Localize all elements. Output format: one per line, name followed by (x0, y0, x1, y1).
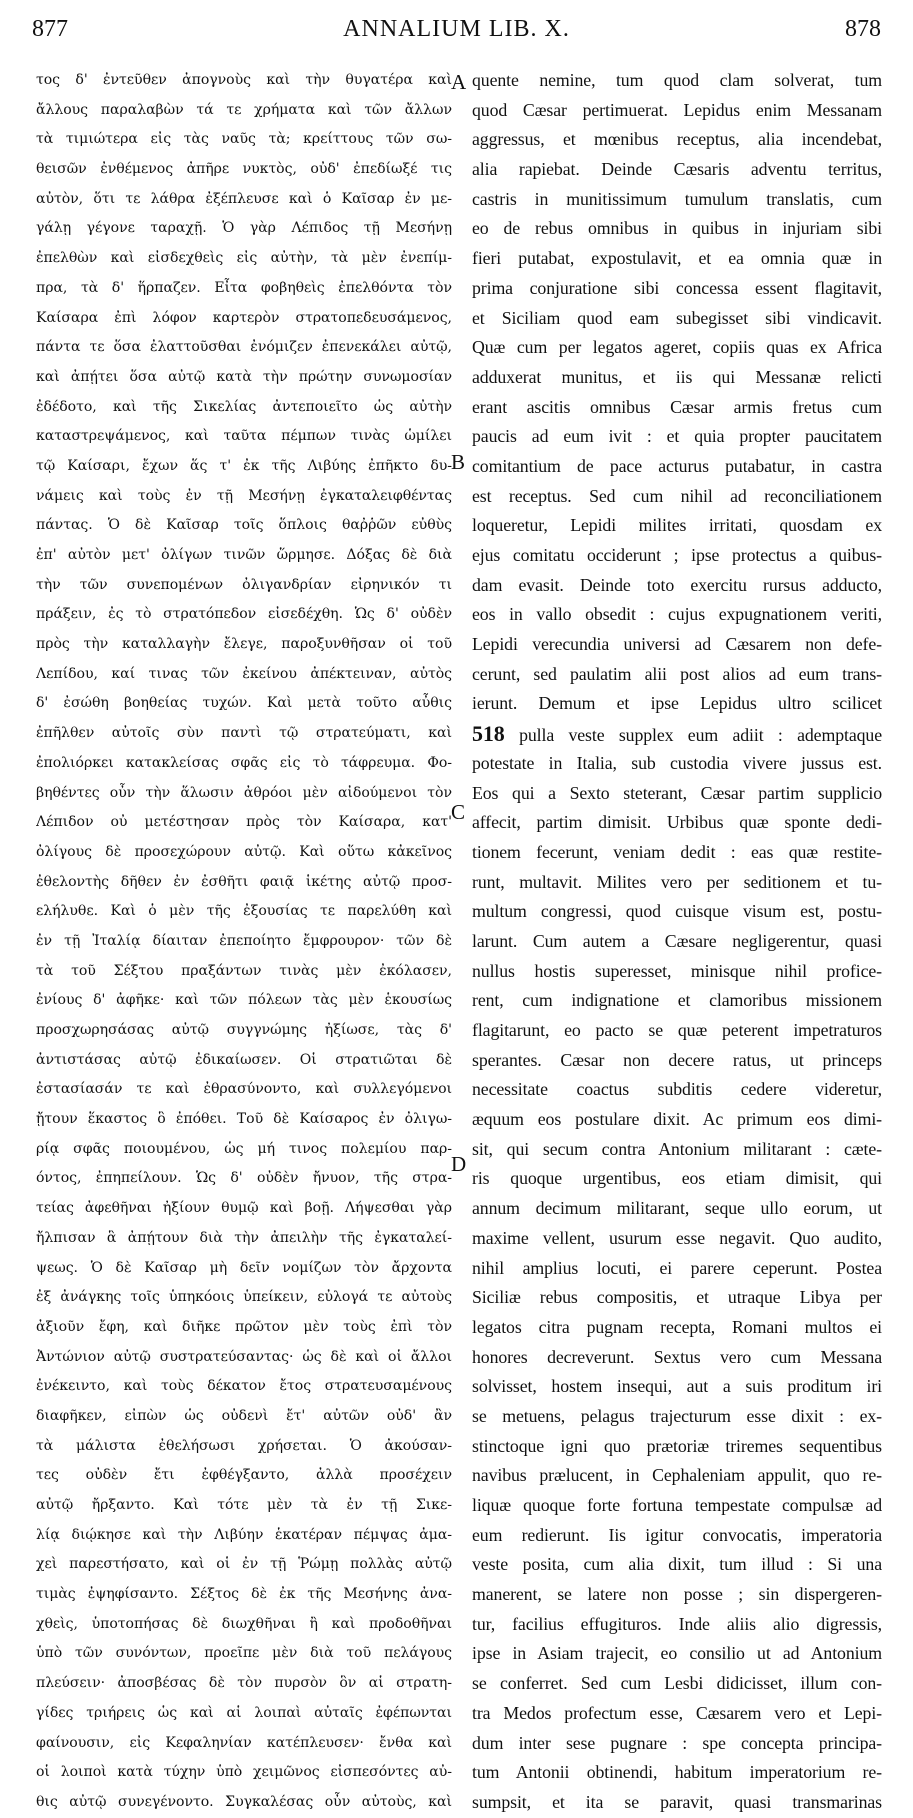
latin-line: nihil amplius locuti, ei parere ceperunt. Postea (472, 1257, 882, 1278)
greek-line: όντος, ἐπηπείλουν. Ὡς δ' οὐδὲν ἤνυον, τῆς στρα- (36, 1170, 452, 1187)
latin-line: eos in vallo obsedit : cujus expugnationem veriti, (472, 604, 882, 625)
latin-line: ipse in Asiam trajecit, eo consilio ut ad Antonium (472, 1643, 882, 1664)
greek-line: ἐπ' αὐτὸν μετ' ὀλίγων τινῶν ὥρμησε. Δόξας δὲ διὰ (36, 547, 452, 563)
latin-line: se conferret. Sed cum Lesbi didicisset, illum con- (472, 1673, 882, 1694)
greek-line: ὑπὸ τῶν συνόντων, προεῖπε μὲν διὰ τοῦ πελάγους (36, 1645, 452, 1662)
latin-line: adduxerat munitus, et iis qui Messanæ relicti (472, 366, 882, 387)
latin-line: flagitarunt, eo pacto se quæ peterent impetraturos (472, 1020, 882, 1040)
latin-line: larunt. Cum autem a Cæsare negligerentur, quasi (472, 930, 882, 951)
greek-line: δ' ἐσώθη βοηθείας τυχών. Καὶ μετὰ τοῦτο αὖθις (36, 695, 452, 712)
latin-line-text: pulla veste supplex eum adiit : ademptaque (519, 725, 882, 746)
greek-line: ὀλίγους δὲ προσεχώρουν αὐτῷ. Καὶ οὕτω κἀκεῖνος (36, 843, 452, 860)
latin-line: sit, qui secum contra Antonium militarant : cæte- (472, 1138, 882, 1159)
latin-line: liquæ quoque forte fortuna tempestate compulsæ ad (472, 1495, 882, 1515)
latin-line: ejus comitatu occiderunt ; ipse protectus a quibus- (472, 545, 882, 565)
inline-page-number: 518 (472, 721, 505, 747)
latin-line: veste posita, cum alia dixit, tum illud : Si una (472, 1554, 882, 1575)
greek-text-column (36, 66, 452, 1818)
latin-line: Eos qui a Sexto steterant, Cæsar partim supplicio (472, 782, 882, 803)
latin-line (472, 719, 882, 749)
latin-line: tra Medos profectum esse, Cæsarem vero et Lepi- (472, 1702, 882, 1723)
latin-line: fieri putabat, expostulavit, et ea omnia quæ in (472, 248, 882, 269)
greek-line: Λεπίδου, καί τινας τῶν ἐκείνου ἀπέκτειναν, αὐτὸς (36, 665, 452, 682)
latin-line: quod Cæsar pertimuerat. Lepidus enim Messanam (472, 99, 882, 120)
greek-line: φαίνουσιν, εἰς Κεφαληνίαν κατέπλευσεν· ἔνθα καὶ (36, 1734, 452, 1751)
latin-line: necessitate coactus subditis cedere videretur, (472, 1079, 882, 1100)
greek-line: τιμὰς ἐψηφίσαντο. Σέξτος δὲ ἐκ τῆς Μεσήνης ἀνα- (36, 1586, 452, 1603)
greek-line: προσχωρησάσας αὐτῷ συγγνώμης ἠξίωσε, τὰς δ' (36, 1022, 452, 1038)
greek-line: πάντα τε ὅσα ἐλαττοῦσθαι ἐνόμιζεν ἐπενεκάλει αὐτῷ, (36, 339, 452, 356)
page-number-right: 878 (845, 16, 881, 42)
latin-line: Quæ cum per legatos ageret, copiis quas ex Africa (472, 337, 882, 358)
latin-line: quente nemine, tum quod clam solverat, tum (472, 70, 882, 90)
latin-line: sumpsit, et ita se paravit, quasi transmarinas (472, 1791, 882, 1812)
greek-line: τὴν τῶν συνεπομένων ὀλιγανδρίαν εἰρηνικόν τι (36, 576, 452, 593)
latin-line: eum redierunt. Iis igitur convocatis, imperatoria (472, 1524, 882, 1545)
latin-line: cerunt, sed paulatim alii post alios ad eum trans- (472, 663, 882, 684)
latin-line: castris in munitissimum tumulum translatis, cum (472, 188, 882, 209)
latin-line: maxime vellent, usurum esse negavit. Quo audito, (472, 1227, 882, 1248)
latin-line: aggressus, et mœnibus receptus, alia incendebat, (472, 129, 882, 150)
latin-line: tum Antonii obtinendi, habitum imperatorium re- (472, 1762, 882, 1783)
greek-line: γίδες τριήρεις ὡς καὶ αἱ λοιπαὶ αὐταῖς ἐφέπωνται (36, 1704, 452, 1721)
greek-line: ᾔτουν ἕκαστος ὃ ἐπόθει. Τοῦ δὲ Καίσαρος ἐν ὀλιγω- (36, 1111, 452, 1128)
greek-line: θις αὐτῷ συνεγένοντο. Συγκαλέσας οὖν αὐτοὺς, καὶ (36, 1793, 452, 1810)
latin-line: annum decimum militarant, seque ullo eorum, ut (472, 1198, 882, 1219)
greek-line: χεὶ παρεστήσατο, καὶ οἱ ἐν τῇ Ῥώμῃ πολλὰς αὐτῷ (36, 1556, 452, 1573)
latin-line: se metuens, pelagus trajecturum esse dixit : ex- (472, 1405, 882, 1426)
greek-line: αὐτῷ ἤρξαντο. Καὶ τότε μὲν τὰ ἐν τῇ Σικε- (36, 1497, 452, 1513)
latin-line: runt, multavit. Milites vero per seditionem et tu- (472, 871, 882, 892)
greek-line: τείας ἀφεθῆναι ἠξίουν θυμῷ καὶ βοῇ. Λήψεσθαι γὰρ (36, 1200, 452, 1217)
greek-line: τὰ τοῦ Σέξτου πραξάντων τινὰς μὲν ἐκόλασεν, (36, 962, 452, 979)
greek-line: καταστρεψάμενος, καὶ ταῦτα πέμπων τινὰς ὡμίλει (36, 428, 452, 445)
margin-letter-b: B (451, 450, 466, 474)
greek-line: ἀντιστάσας αὐτῷ ἐδικαίωσεν. Οἱ στρατιῶται δὲ (36, 1051, 452, 1068)
greek-line: τος δ' ἐντεῦθεν ἀπογνοὺς καὶ τὴν θυγατέρα καὶ (36, 72, 452, 88)
latin-line: potestate in Italia, sub custodia vivere jussus est. (472, 752, 882, 773)
latin-line: dam evasit. Deinde toto exercitu rursus adducto, (472, 574, 882, 595)
greek-line: ἐπολιόρκει κατακλείσας σφᾶς εἰς τὸ τάφρευμα. Φο- (36, 754, 452, 771)
greek-line: νάμεις καὶ τοὺς ἐν τῇ Μεσήνῃ ἐγκαταλειφθέντας (36, 487, 452, 504)
greek-line: καὶ ἀπῄτει ὅσα αὐτῷ κατὰ τὴν πρώτην συνωμοσίαν (36, 368, 452, 385)
greek-line: τὰ τιμιώτερα εἰς τὰς ναῦς τὰ; κρείττους τῶν σω- (36, 131, 452, 148)
greek-line: γάλῃ γέγονε ταραχῇ. Ὁ γὰρ Λέπιδος τῇ Μεσήνῃ (36, 220, 452, 237)
latin-line: ierunt. Demum et ipse Lepidus ultro scilicet (472, 693, 882, 714)
latin-line: sperantes. Cæsar non decere ratus, ut princeps (472, 1049, 882, 1070)
latin-line: æquum eos postulare dixit. Ac primum eos dimi- (472, 1109, 882, 1130)
greek-line: ἐπῆλθεν αὐτοῖς σὺν παντὶ τῷ στρατεύματι, καὶ (36, 725, 452, 742)
latin-line: tur, facilius effugituros. Inde aliis alio digressis, (472, 1613, 882, 1634)
page-number-left: 877 (32, 16, 68, 42)
latin-line: stinctoque igni quo prætoriæ triremes sequentibus (472, 1435, 882, 1456)
greek-line: ἐδέδοτο, καὶ τῆς Σικελίας ἀντεποιεῖτο ὡς αὐτὴν (36, 398, 452, 415)
greek-line: Ἀντώνιον αὐτῷ συστρατεύσαντας· ὡς δὲ καὶ οἱ ἄλλοι (36, 1348, 452, 1365)
latin-line: loqueretur, Lepidi milites irritati, quosdam ex (472, 515, 882, 536)
greek-line: ἐνίους δ' ἀφῆκε· καὶ τῶν πόλεων τὰς μὲν ἑκουσίως (36, 992, 452, 1009)
greek-line: ἐν τῇ Ἰταλίᾳ δίαιταν ἐπεποίητο ἔμφρουρον· τῶν δὲ (36, 932, 452, 949)
greek-line: ρίᾳ σφᾶς ποιουμένου, ὡς μή τινος πολεμίου παρ- (36, 1140, 452, 1157)
running-header (32, 16, 881, 52)
margin-letter-c: C (451, 800, 466, 824)
greek-line: ἐξ ἀνάγκης τοῖς ὑπηκόοις ὑπείκειν, εὐλογά τε αὐτοὺς (36, 1289, 452, 1306)
latin-line: legatos citra pugnam recepta, Romani multos ei (472, 1316, 882, 1337)
latin-line: comitantium de pace acturus putabatur, in castra (472, 455, 882, 476)
greek-line: ἤλπισαν ἃ ἀπῄτουν διὰ τὴν ἀπειλὴν τῆς ἐγκαταλεί- (36, 1229, 452, 1246)
latin-line: manerent, se latere non posse ; sin dispergeren- (472, 1584, 882, 1605)
greek-line: Λέπιδον οὐ μετέστησαν πρὸς τὸν Καίσαρα, κατ' (36, 814, 452, 831)
margin-letter-d: D (451, 1152, 467, 1176)
latin-line: nullus hostis superesset, minisque nihil profice- (472, 960, 882, 981)
greek-line: λίᾳ διῴκησε καὶ τὴν Λιβύην ἑκατέραν πέμψας ἀμα- (36, 1526, 452, 1543)
greek-line: ἐστασίασάν τε καὶ ἐθρασύνοντο, καὶ συλλεγόμενοι (36, 1081, 452, 1098)
latin-line: alia rapiebat. Deinde Cæsaris adventu territus, (472, 159, 882, 180)
greek-line: βηθέντες οὖν τὴν ἅλωσιν ἀθρόοι μὲν αἰδούμενοι τὸν (36, 784, 452, 801)
latin-line: Siciliæ rebus compositis, et utraque Libya per (472, 1287, 882, 1308)
greek-line: πρὸς τὴν καταλλαγὴν ἔλεγε, παροξυνθῆσαν οἱ τοῦ (36, 636, 452, 653)
greek-line: ἐπελθὼν καὶ εἰσδεχθεὶς εἰς αὐτὴν, τὰ μὲν ἐνεπίμ- (36, 250, 452, 267)
latin-line: prima conjuratione sibi concessa essent flagitavit, (472, 277, 882, 298)
greek-line: ψεως. Ὁ δὲ Καῖσαρ μὴ δεῖν νομίζων τὸν ἄρχοντα (36, 1259, 452, 1276)
running-title: ANNALIUM LIB. X. (343, 16, 570, 42)
latin-line: paucis ad eum ivit : et quia propter paucitatem (472, 426, 882, 447)
margin-letter-a: A (451, 70, 467, 94)
latin-line: dum inter sese pugnare : spe concepta principa- (472, 1732, 882, 1753)
greek-line: ελήλυθε. Καὶ ὁ μὲν τῆς ἐξουσίας τε παρελύθη καὶ (36, 903, 452, 920)
latin-line: et Siciliam quod eam subegisset sibi vindicavit. (472, 307, 882, 328)
greek-line: χθεὶς, ὑποτοπήσας δὲ διωχθῆναι ἢ καὶ προδοθῆναι (36, 1615, 452, 1632)
greek-line: θεισῶν ἐνθέμενος ἀπῆρε νυκτὸς, οὐδ' ἐπεδίωξέ τις (36, 161, 452, 178)
greek-line: τῷ Καίσαρι, ἔχων ἅς τ' ἐκ τῆς Λιβύης ἐπῆκτο δυ- (36, 457, 452, 474)
greek-line: πάντας. Ὁ δὲ Καῖσαρ τοῖς ὅπλοις θαῤῥῶν εὐθὺς (36, 517, 452, 534)
greek-line: ἀξιοῦν ἔφη, καὶ διῆκε πρῶτον μὲν τοὺς ἐπὶ τὸν (36, 1318, 452, 1335)
greek-line: πράξειν, ἐς τὸ στρατόπεδον εἰσεδέχθη. Ὡς δ' οὐδὲν (36, 606, 452, 623)
greek-line: πλεύσειν· ἀποσβέσας δὲ τὸν πυρσὸν ὃν αἱ στρατη- (36, 1675, 452, 1692)
latin-line: solvisset, hostem insequi, aut a suis proditum iri (472, 1376, 882, 1397)
latin-line: tionem fecerunt, veniam dedit : eas quæ restite- (472, 841, 882, 862)
latin-line: affecit, partim dimisit. Urbibus quæ sponte dedi- (472, 812, 882, 833)
latin-line: honores decreverunt. Sextus vero cum Messana (472, 1346, 882, 1367)
greek-line: οἱ λοιποὶ κατὰ τύχην ὑπὸ χειμῶνος εἰσπεσόντες αὐ- (36, 1764, 452, 1781)
greek-line: ἄλλους παραλαβὼν τά τε χρήματα καὶ τῶν ἄλλων (36, 101, 452, 118)
greek-line: ἐνέκειντο, καὶ τοὺς δέκατον ἔτος στρατευσαμένους (36, 1378, 452, 1395)
greek-line: τὰ μάλιστα ἐθελήσωσι χρήσεται. Ὁ ἀκούσαν- (36, 1437, 452, 1454)
latin-line: Lepidi verecundia universi ad Cæsarem non defe- (472, 634, 882, 655)
greek-line: πρα, τὰ δ' ἥρπαζεν. Εἶτα φοβηθεὶς ἐπελθόντα τὸν (36, 279, 452, 296)
latin-line: navibus prælucent, in Cephaleniam appulit, quo re- (472, 1465, 882, 1486)
latin-line: rent, cum indignatione et clamoribus missionem (472, 990, 882, 1011)
latin-line: erant ascitis omnibus Cæsar armis fretus cum (472, 396, 882, 417)
greek-line: ἐθελοντὴς δῆθεν ἐν ἐσθῆτι φαιᾷ ἱκέτης αὐτῷ προσ- (36, 873, 452, 890)
greek-line: αὐτὸν, ὅτι τε λάθρα ἐξέπλευσε καὶ ὁ Καῖσαρ ἐν με- (36, 190, 452, 207)
greek-line: διαφῆκεν, εἰπὼν ὡς οὐδενὶ ἔτ' αὐτῶν οὐδ' ἂν (36, 1407, 452, 1424)
greek-line: τες οὐδὲν ἔτι ἐφθέγξαντο, ἀλλὰ προσέχειν (36, 1467, 452, 1484)
greek-line: Καίσαρα ἐπὶ λόφον καρτερὸν στρατοπεδευσάμενος, (36, 309, 452, 326)
latin-text-column (472, 66, 882, 1818)
latin-line: eo de rebus omnibus in quibus in injuriam sibi (472, 218, 882, 239)
latin-line: est receptus. Sed cum nihil ad reconciliationem (472, 485, 882, 506)
latin-line: ris quoque urgentibus, eos etiam dimisit, qui (472, 1168, 882, 1189)
latin-line: multum congressi, quod cuisque visum est, postu- (472, 901, 882, 922)
